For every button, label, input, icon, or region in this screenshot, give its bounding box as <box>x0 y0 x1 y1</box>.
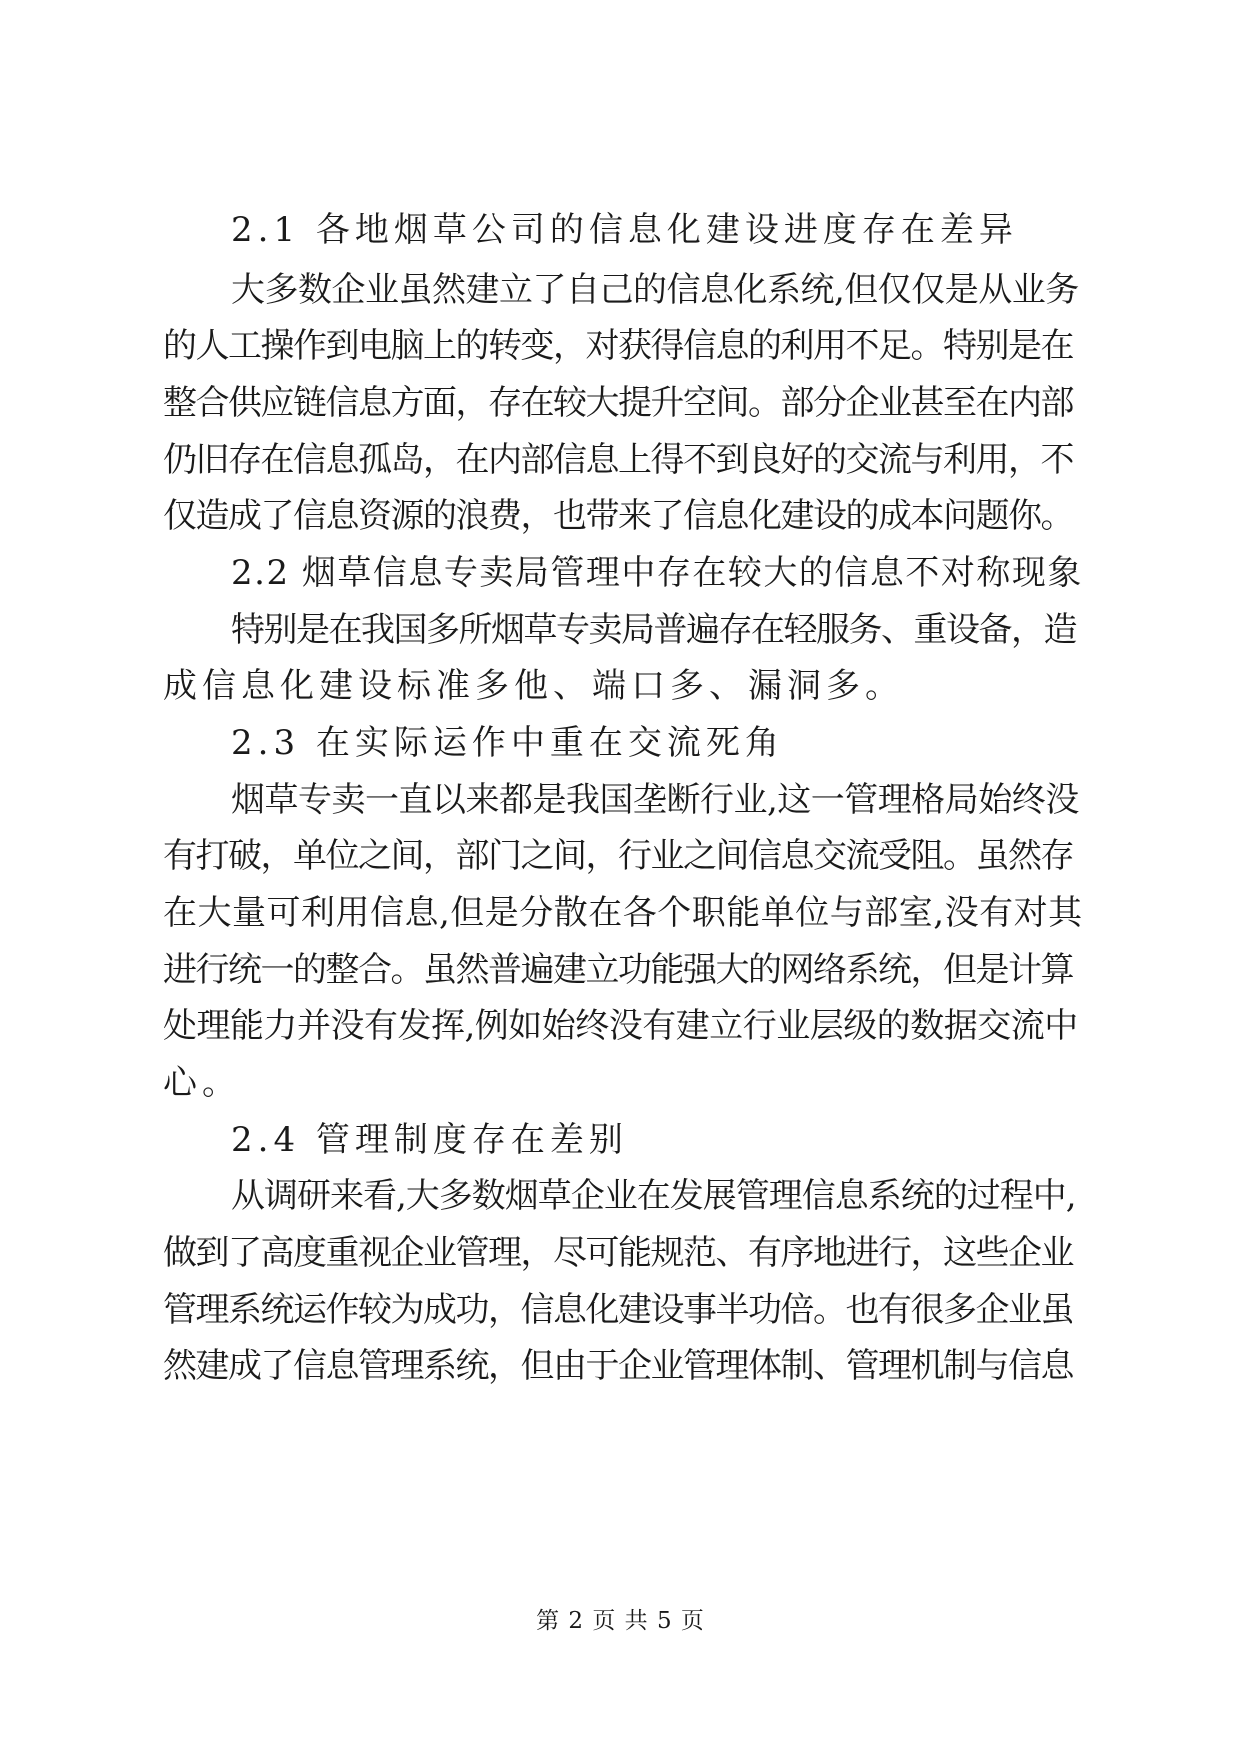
paragraph-line: 烟草专卖一直以来都是我国垄断行业,这一管理格局始终没 <box>231 780 1079 820</box>
paragraph-line: 特别是在我国多所烟草专卖局普遍存在轻服务、重设备，造 <box>231 610 1076 650</box>
heading-2-4: 2.4 管理制度存在差别 <box>231 1120 628 1160</box>
paragraph-line: 仅造成了信息资源的浪费，也带来了信息化建设的成本问题你。 <box>163 496 1073 536</box>
paragraph-line: 然建成了信息管理系统，但由于企业管理体制、管理机制与信息 <box>163 1346 1073 1386</box>
heading-2-3: 2.3 在实际运作中重在交流死角 <box>231 723 784 763</box>
paragraph-line: 的人工操作到电脑上的转变，对获得信息的利用不足。特别是在 <box>163 326 1073 366</box>
paragraph-line: 在大量可利用信息,但是分散在各个职能单位与部室,没有对其 <box>163 893 1083 933</box>
heading-2-2: 2.2 烟草信息专卖局管理中存在较大的信息不对称现象 <box>231 553 1083 593</box>
paragraph-line: 成信息化建设标准多他、端口多、漏洞多。 <box>163 666 904 706</box>
paragraph-line: 整合供应链信息方面，存在较大提升空间。部分企业甚至在内部 <box>163 383 1073 423</box>
paragraph-line: 进行统一的整合。虽然普遍建立功能强大的网络系统，但是计算 <box>163 950 1073 990</box>
paragraph-line: 仍旧存在信息孤岛，在内部信息上得不到良好的交流与利用，不 <box>163 440 1073 480</box>
paragraph-line: 有打破，单位之间，部门之间，行业之间信息交流受阻。虽然存 <box>163 836 1073 876</box>
paragraph-line: 处理能力并没有发挥,例如始终没有建立行业层级的数据交流中 <box>163 1006 1078 1046</box>
paragraph-line: 心。 <box>163 1063 241 1103</box>
paragraph-line: 从调研来看,大多数烟草企业在发展管理信息系统的过程中, <box>231 1176 1076 1216</box>
heading-2-1: 2.1 各地烟草公司的信息化建设进度存在差异 <box>231 210 1018 250</box>
page-footer: 第 2 页 共 5 页 <box>536 1608 705 1634</box>
paragraph-line: 大多数企业虽然建立了自己的信息化系统,但仅仅是从业务 <box>231 270 1079 310</box>
paragraph-line: 做到了高度重视企业管理，尽可能规范、有序地进行，这些企业 <box>163 1233 1073 1273</box>
paragraph-line: 管理系统运作较为成功，信息化建设事半功倍。也有很多企业虽 <box>163 1290 1073 1330</box>
